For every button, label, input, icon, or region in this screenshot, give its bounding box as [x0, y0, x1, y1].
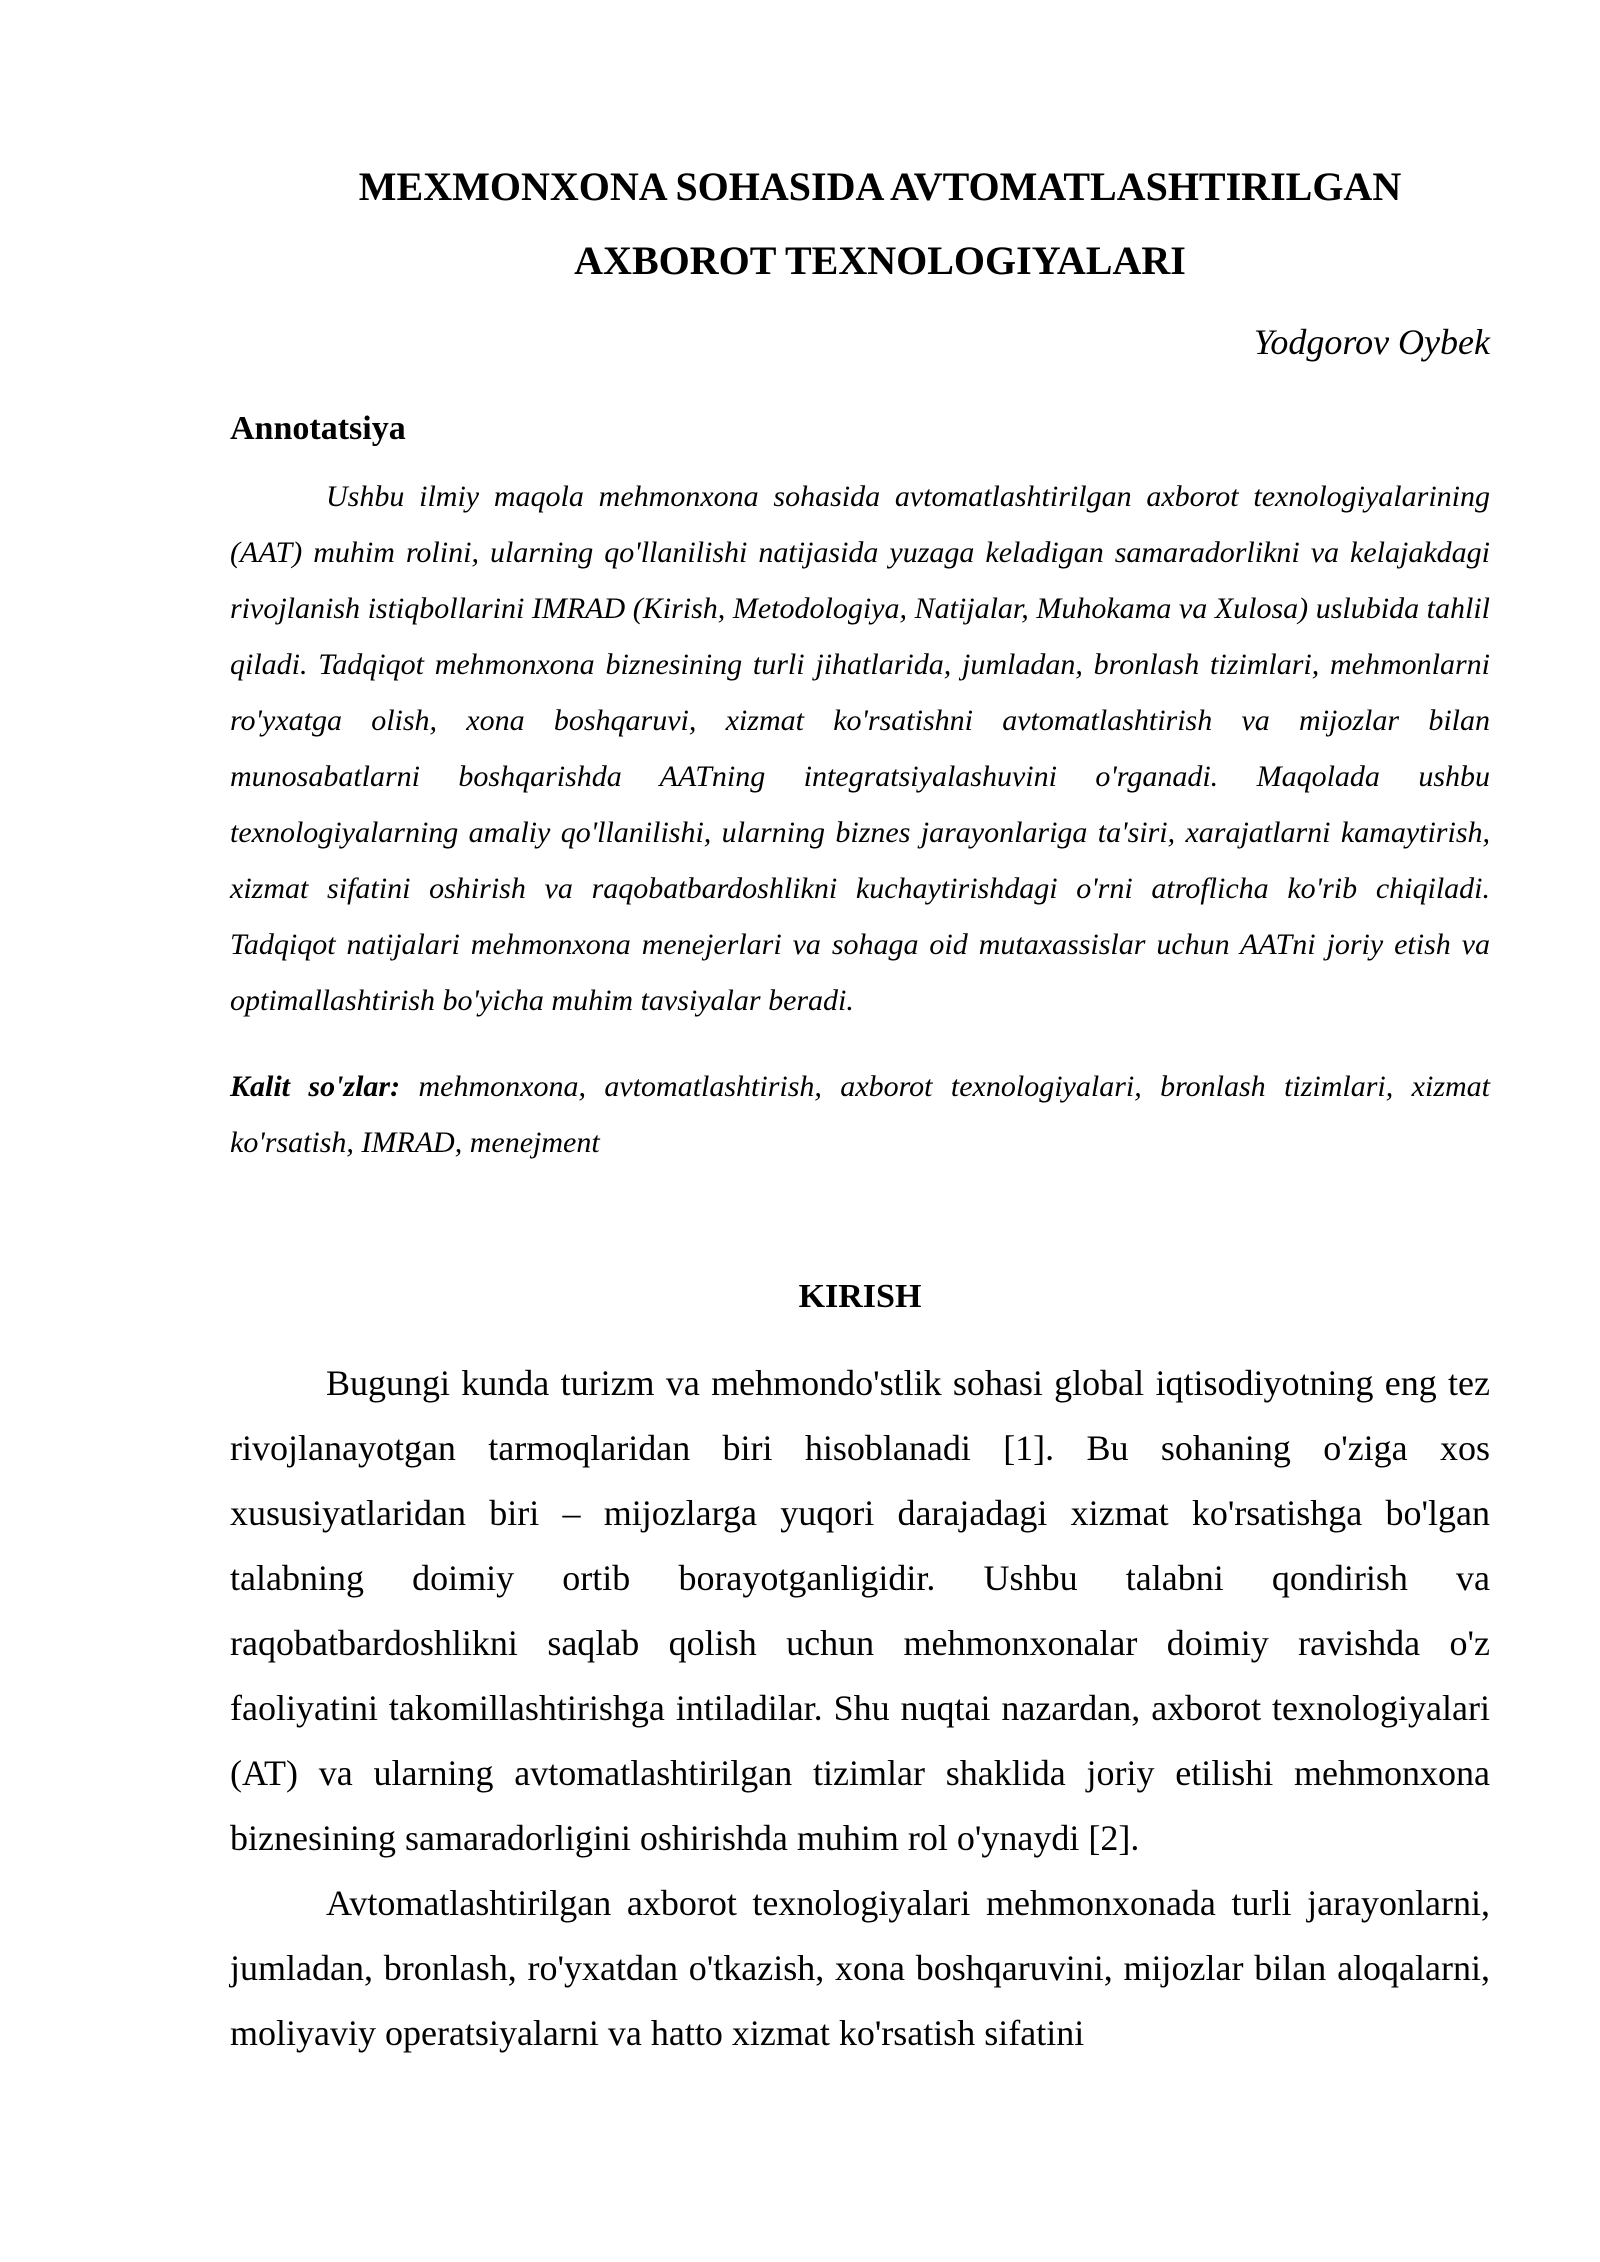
paper-title-line-1: MEXMONXONA SOHASIDA AVTOMATLASHTIRILGAN [358, 164, 1402, 209]
page-content [230, 150, 1490, 2066]
intro-paragraph: Bugungi kunda turizm va mehmondo'stlik sohasi global iqtisodiyotning eng tez rivojlanayotgan tarmoqlaridan biri hisoblanadi [1]. Bu sohaning o'ziga xos xususiyatlaridan biri – mijozlarga yuqori darajadagi xizmat ko'rsatishga bo'lgan talabning doimiy ortib borayotganligidir. Ushbu talabni qondirish va raqobatbardoshlikni saqlab qolish uchun mehmonxonalar doimiy ravishda o'z faoliyatini takomillashtirishga intiladilar. Shu nuqtai nazardan, axborot texnologiyalari (AT) va ularning avtomatlashtirilgan tizimlar shaklida joriy etilishi mehmonxona biznesining samaradorligini oshirishda muhim rol o'ynaydi [2]. [230, 1363, 1490, 1858]
section-heading-introduction: KIRISH [798, 1278, 922, 1315]
author-name: Yodgorov Oybek [1253, 322, 1490, 362]
keywords-text: mehmonxona, avtomatlashtirish, axborot texnologiyalari, bronlash tizimlari, xizmat ko'rsatish, IMRAD, menejment [230, 1070, 1490, 1159]
abstract-text: Ushbu ilmiy maqola mehmonxona sohasida avtomatlashtirilgan axborot texnologiyalarining (AAT) muhim rolini, ularning qo'llanilishi natijasida yuzaga keladigan samaradorlikni va kelajakdagi rivojlanish istiqbollarini IMRAD (Kirish, Metodologiya, Natijalar, Muhokama va Xulosa) uslubida tahlil qiladi. Tadqiqot mehmonxona biznesining turli jihatlarida, jumladan, bronlash tizimlari, mehmonlarni ro'yxatga olish, xona boshqaruvi, xizmat ko'rsatishni avtomatlashtirish va mijozlar bilan munosabatlarni boshqarishda AATning integratsiyalashuvini o'rganadi. Maqolada ushbu texnologiyalarning amaliy qo'llanilishi, ularning biznes jarayonlariga ta'siri, xarajatlarni kamaytirish, xizmat sifatini oshirish va raqobatbardoshlikni kuchaytirishdagi o'rni atroflicha ko'rib chiqiladi. Tadqiqot natijalari mehmonxona menejerlari va sohaga oid mutaxassislar uchun AATni joriy etish va optimallashtirish bo'yicha muhim tavsiyalar beradi. [230, 480, 1490, 1017]
paper-title-line-2: AXBOROT TEXNOLOGIYALARI [574, 238, 1186, 283]
paper-title [270, 150, 1490, 298]
intro-paragraph: Avtomatlashtirilgan axborot texnologiyalari mehmonxonada turli jarayonlarni, jumladan, bronlash, ro'yxatdan o'tkazish, xona boshqaruvini, mijozlar bilan aloqalarni, moliyaviy operatsiyalarni va hatto xizmat ko'rsatish sifatini [230, 1883, 1490, 2053]
keywords [230, 1059, 1490, 1171]
abstract-heading: Annotatsiya [230, 410, 406, 447]
keywords-label: Kalit so'zlar: [230, 1070, 401, 1103]
